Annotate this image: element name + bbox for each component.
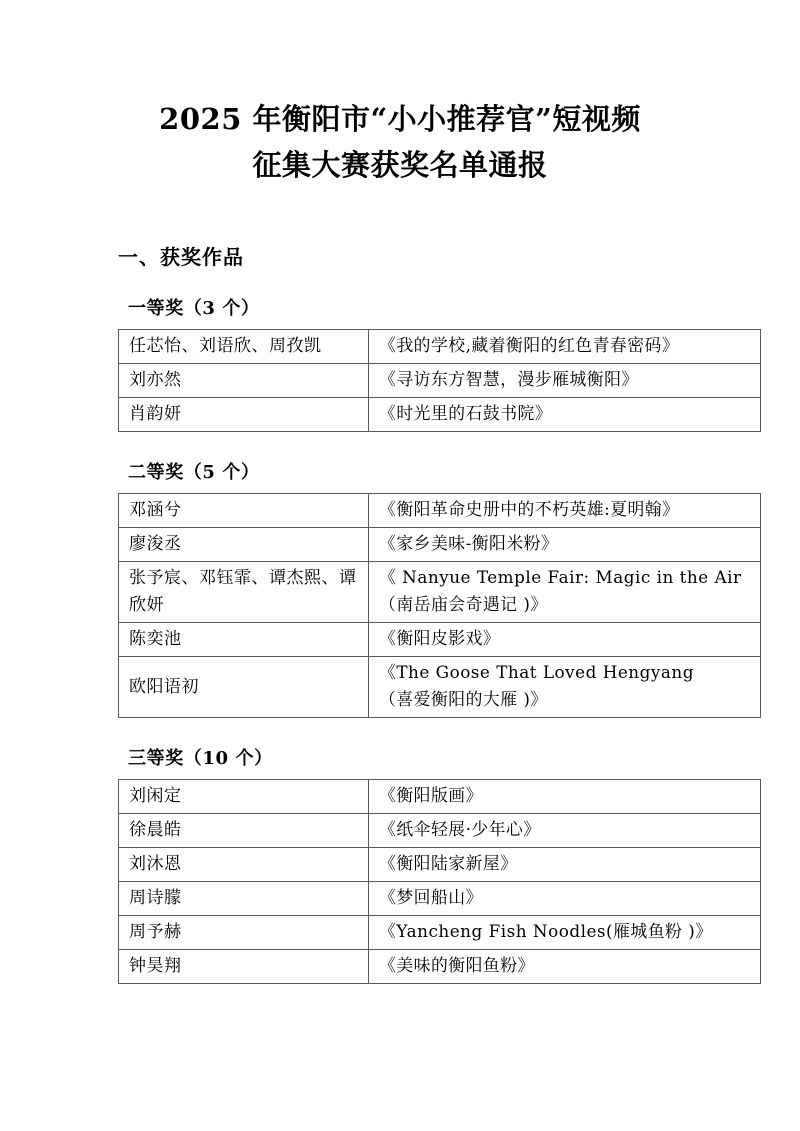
work-title-cell (369, 950, 761, 984)
work-title-cell (369, 398, 761, 432)
table-row (119, 882, 761, 916)
table-row (119, 398, 761, 432)
winner-name-cell: 张予宸、邓钰霏、谭杰熙、谭欣妍 (119, 562, 369, 623)
award-table-wrap-second-prize (0, 493, 800, 718)
work-title-line: 《梦回船山》 (379, 888, 483, 908)
award-heading-first-prize: 一等奖（3 个） (128, 298, 260, 319)
work-title-cell (369, 814, 761, 848)
work-title-cell (369, 494, 761, 528)
table-row (119, 364, 761, 398)
table-row (119, 780, 761, 814)
award-table-wrap-first-prize (0, 329, 800, 432)
award-table-wrap-third-prize (0, 779, 800, 984)
winner-name-cell: 钟昊翔 (119, 950, 369, 984)
winner-name-cell: 刘亦然 (119, 364, 369, 398)
work-title-cell (369, 623, 761, 657)
work-title-line: 《The Goose That Loved Hengyang (379, 663, 695, 683)
table-row (119, 657, 761, 718)
table-row (119, 623, 761, 657)
winner-name-cell: 邓涵兮 (119, 494, 369, 528)
table-row (119, 330, 761, 364)
work-title-line: 《我的学校,藏着衡阳的红色青春密码》 (379, 336, 680, 356)
work-title-line: 《美味的衡阳鱼粉》 (379, 956, 535, 976)
work-title-cell (369, 330, 761, 364)
winner-name-cell: 刘闲定 (119, 780, 369, 814)
award-table-third-prize (118, 779, 761, 984)
work-title-line: 《衡阳革命史册中的不朽英雄:夏明翰》 (379, 500, 680, 520)
winner-name-cell: 陈奕池 (119, 623, 369, 657)
work-title-cell (369, 780, 761, 814)
work-title-cell (369, 562, 761, 623)
page-title-line-1: 2025 年衡阳市“小小推荐官”短视频 (159, 102, 641, 136)
table-row (119, 848, 761, 882)
work-title-line: 《衡阳陆家新屋》 (379, 854, 518, 874)
winner-name-cell: 徐晨皓 (119, 814, 369, 848)
award-table-first-prize (118, 329, 761, 432)
award-heading-second-prize: 二等奖（5 个） (128, 462, 260, 483)
work-title-line: 《衡阳版画》 (379, 786, 483, 806)
table-row (119, 528, 761, 562)
award-heading-third-prize: 三等奖（10 个） (128, 748, 273, 769)
winner-name-cell: 廖浚丞 (119, 528, 369, 562)
work-title-cell (369, 916, 761, 950)
table-row (119, 814, 761, 848)
page-title-line-2: 征集大赛获奖名单通报 (252, 148, 548, 182)
winner-name-cell: 任芯怡、刘语欣、周孜凯 (119, 330, 369, 364)
table-row (119, 494, 761, 528)
work-title-line: 《纸伞轻展·少年心》 (379, 820, 541, 840)
winner-name-cell: 欧阳语初 (119, 657, 369, 718)
winner-name-cell: 周诗朦 (119, 882, 369, 916)
award-table-second-prize (118, 493, 761, 718)
work-title-cell (369, 364, 761, 398)
work-title-line: （喜爱衡阳的大雁 )》 (379, 690, 548, 710)
work-title-line: 《Yancheng Fish Noodles(雁城鱼粉 )》 (379, 922, 713, 942)
winner-name-cell: 周予赫 (119, 916, 369, 950)
work-title-line: （南岳庙会奇遇记 )》 (379, 595, 548, 615)
section-heading-awarded-works: 一、获奖作品 (118, 245, 244, 269)
work-title-cell (369, 848, 761, 882)
work-title-line: 《寻访东方智慧，漫步雁城衡阳》 (379, 370, 639, 390)
winner-name-cell: 肖韵妍 (119, 398, 369, 432)
work-title-line: 《衡阳皮影戏》 (379, 629, 501, 649)
work-title-cell (369, 528, 761, 562)
table-row (119, 950, 761, 984)
work-title-line: 《时光里的石鼓书院》 (379, 404, 553, 424)
work-title-line: 《家乡美味-衡阳米粉》 (379, 534, 559, 554)
table-row (119, 916, 761, 950)
work-title-cell (369, 657, 761, 718)
table-row (119, 562, 761, 623)
page-title (0, 0, 800, 188)
work-title-cell (369, 882, 761, 916)
winner-name-cell: 刘沐恩 (119, 848, 369, 882)
work-title-line: 《 Nanyue Temple Fair: Magic in the Air (379, 568, 742, 588)
